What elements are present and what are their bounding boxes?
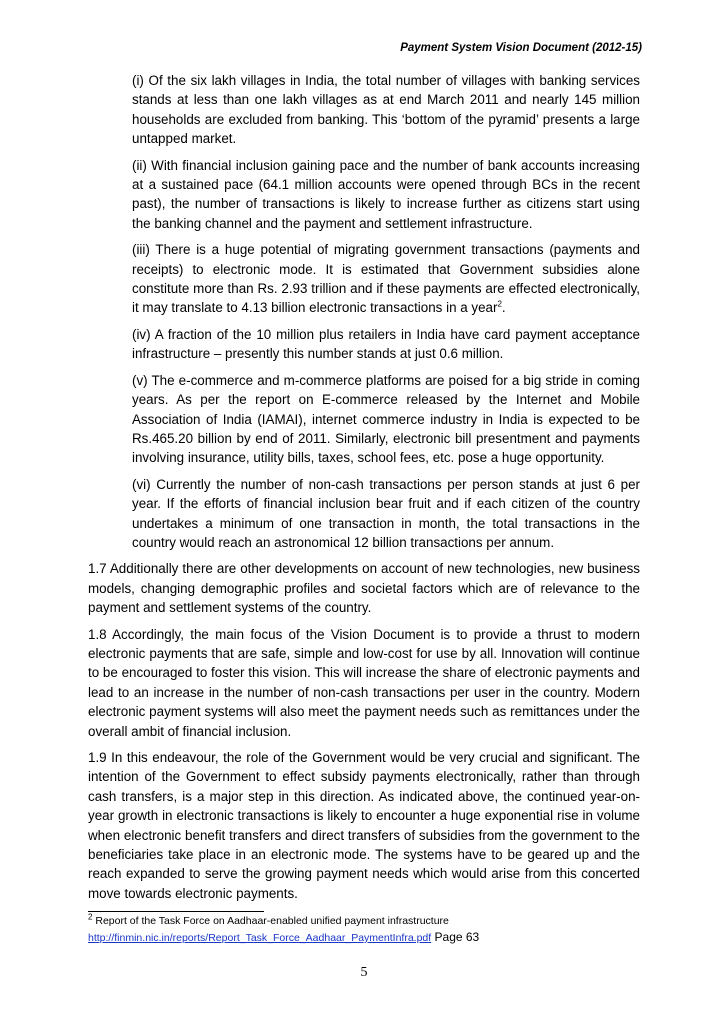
page-number: 5 <box>360 965 368 980</box>
list-item-text: (ii) With financial inclusion gaining pace and the number of bank accounts increasing at a sustained pace (64.1 million accounts were opened through BCs in the recent past), the number of transactions is likely to increase further as citizens start using the banking channel and the payment and settlement infrastructure. <box>132 157 640 231</box>
list-item <box>132 475 640 553</box>
footnote-line <box>88 913 648 929</box>
list-item-text: (i) Of the six lakh villages in India, the total number of villages with banking services stands at less than one lakh villages as at end March 2011 and nearly 145 million households are excluded from banking. This ‘bottom of the pyramid’ presents a large untapped market. <box>132 73 640 147</box>
list-item <box>132 325 640 364</box>
list-item-text: (vi) Currently the number of non-cash transactions per person stands at just 6 per year. If the efforts of financial inclusion bear fruit and if each citizen of the country undertakes a minimum of one transaction in month, the total transactions in the country would reach an astronomical 12 billion transactions per annum. <box>132 476 640 550</box>
paragraph-1-8: 1.8 Accordingly, the main focus of the Vision Document is to provide a thrust to modern electronic payments that are safe, simple and low-cost for use by all. Innovation will continue to be encouraged to foster this vision. This will increase the share of electronic payments and lead to an increase in the number of non-cash transactions per user in the country. Modern electronic payment systems will also meet the payment needs such as remittances under the overall ambit of financial inclusion. <box>88 626 640 739</box>
list-item <box>132 240 640 318</box>
list-item <box>132 156 640 234</box>
running-header: Payment System Vision Document (2012-15) <box>400 42 642 54</box>
list-item-text: (iii) There is a huge potential of migrating government transactions (payments and receipts) to electronic mode. It is estimated that Government subsidies alone constitute more than Rs. 2.93 trillion and if these payments are effected electronically, it may translate to 4.13 billion electronic transactions in a year <box>132 242 640 316</box>
footnote <box>88 913 648 946</box>
footnote-divider <box>88 911 264 912</box>
footnote-mark: 2 <box>88 912 93 922</box>
list-item-text: (iv) A fraction of the 10 million plus retailers in India have card payment acceptance infrastructure – presently this number stands at just 0.6 million. <box>132 326 640 362</box>
footnote-source-line <box>88 929 648 946</box>
list-item-text-end: . <box>501 300 506 316</box>
footnote-text: Report of the Task Force on Aadhaar-enabled unified payment infrastructure <box>92 915 449 927</box>
paragraph-1-7: 1.7 Additionally there are other developments on account of new technologies, new business models, changing demographic profiles and societal factors which are of relevance to the payment and settlement systems of the country. <box>88 561 640 616</box>
footnote-link[interactable]: http://finmin.nic.in/reports/Report_Task_Force_Aadhaar_PaymentInfra.pdf <box>88 932 432 944</box>
list-item <box>132 371 640 468</box>
body-content <box>88 71 640 903</box>
footnote-page-ref: Page 63 <box>431 930 480 944</box>
list-item <box>132 71 640 149</box>
footnote-reference[interactable]: 2 <box>497 300 502 309</box>
paragraph-1-9: 1.9 In this endeavour, the role of the Government would be very crucial and significant. The intention of the Government to effect subsidy payments electronically, rather than through cash transfers, is a major step in this direction. As indicated above, the continued year-on-year growth in electronic transactions is likely to encounter a huge exponential rise in volume when electronic benefit transfers and direct transfers of subsidies from the government to the beneficiaries take place in an electronic mode. The systems have to be geared up and the reach expanded to serve the growing payment needs which would arise from this concerted move towards electronic payments. <box>88 750 640 901</box>
list-item-text: (v) The e-commerce and m-commerce platforms are poised for a big stride in coming years. As per the report on E-commerce released by the Internet and Mobile Association of India (IAMAI), internet commerce industry in India is expected to be Rs.465.20 billion by end of 2011. Similarly, electronic bill presentment and payments involving insurance, utility bills, taxes, school fees, etc. pose a huge opportunity. <box>132 372 640 466</box>
